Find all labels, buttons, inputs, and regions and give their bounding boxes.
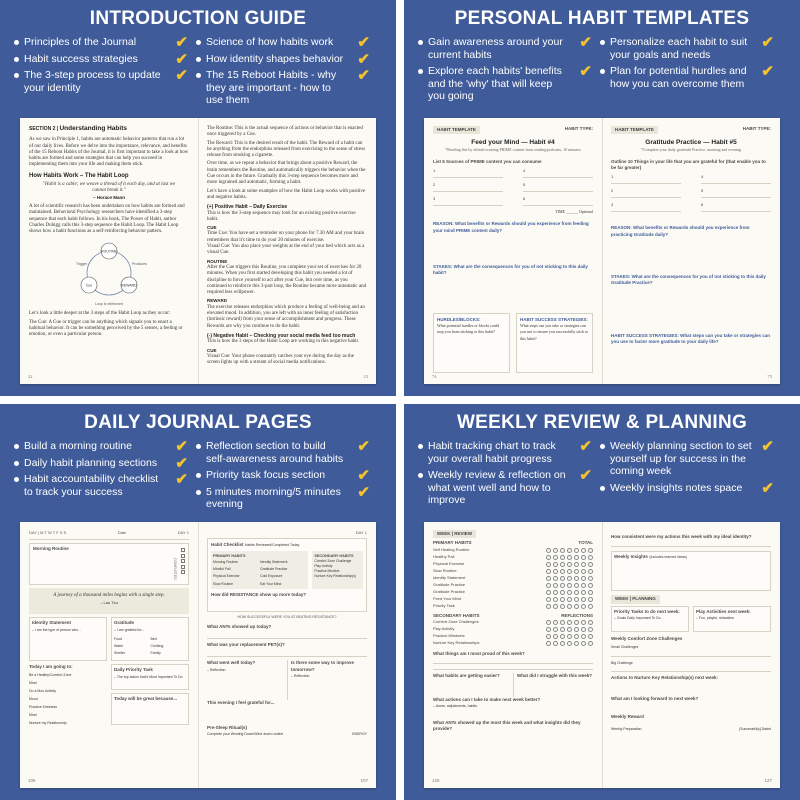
check-icon: ✔ xyxy=(357,483,370,501)
day-circles[interactable] xyxy=(546,604,593,609)
tracker-row-label: Play Activity xyxy=(433,626,455,632)
tracker-row-label: Slow Routine xyxy=(433,567,457,573)
habit-tracker xyxy=(433,547,593,610)
bullet-item: The 3-step process to update your identity ✔ xyxy=(14,69,190,94)
tracker-row-label: Self Healing Routine xyxy=(433,546,470,552)
tracker-row-label: Physical Exercise xyxy=(433,560,465,566)
left-page: DAY | M T W T F S S Date DAY 1 Morning Routine COMPLETED A journey of a thousand miles begins with a single step. – Lao Tzu Identity Statement – I am the type of person who... Gratitude – I am grateful for... Food Bed Water Clothing Shelter Family Today I am going to: Be a Healthy/Comfort Zone Mind Do a Moo Activity Mood Practice Kindness Mind Nurture my Relationship Daily Priority Task – The top action that's Most Important To Do Today will be great because... 106 xyxy=(28,530,189,783)
feature-bullets xyxy=(418,440,786,510)
habit-tracker xyxy=(433,619,593,647)
bullet-item: Principles of the Journal ✔ xyxy=(14,36,190,49)
feature-bullets xyxy=(14,36,382,106)
check-icon: ✔ xyxy=(761,34,774,51)
svg-text:Cue: Cue xyxy=(85,283,93,288)
check-icon: ✔ xyxy=(357,67,370,84)
check-icon: ✔ xyxy=(175,454,188,472)
journal-spread xyxy=(424,118,780,384)
tracker-row xyxy=(433,603,593,610)
tracker-row xyxy=(433,640,593,647)
tracker-row-label: Feed Your Mind xyxy=(433,595,462,601)
habit-loop-diagram xyxy=(34,237,184,309)
check-icon: ✔ xyxy=(357,438,370,455)
check-icon: ✔ xyxy=(579,438,592,455)
check-icon: ✔ xyxy=(579,63,592,80)
tracker-row-label: Nurture Key Relationships xyxy=(433,640,480,646)
tracker-row-label: Priority Task xyxy=(433,602,455,608)
tracker-row xyxy=(433,596,593,603)
bullet-item: Weekly insights notes space ✔ xyxy=(600,482,776,495)
check-icon: ✔ xyxy=(761,63,774,80)
tracker-row xyxy=(433,582,593,589)
right-page: The Routine: This is the actual sequence of actions or behavior that is enacted once triggered by a Cue. The Reward: This is the desired result of the habit. The Reward of a habit can be anything from the endorphins released from exercising to the sense of stress release from smoking a cigarette. Over time, as we repeat a behavior that brings about a positive Reward, the brain remembers the Routine, and automatically triggers the behavior when the Cue occurs in the future. Gradually this 3-step sequence becomes more and more ingrained and automatic, forming a habit. Let's have a look at some examples of how the Habit Loop works with positive and negative habits. (+) Positive Habit – Daily Exercise This is how the 3-step sequence may look for an existing positive exercise habit. CUE Time Cue: You have set a reminder on your phone for 7.30 AM and your brain remembers that it's time to do your 20 minutes of exercise. Visual Cue: You also place your weights at the end of your bed which acts as a visual Cue. ROUTINE After the Cue triggers this Routine, you complete your set of exercises for 20 minutes. When you first started developing this habit you needed a lot of discipline to force yourself to act after your Cue, but over time, as you continued to reinforce this 3-part loop, the Routine became more automatic and required less willpower. REWARD The exercise releases endorphins which produce a feeling of well-being and an elevated mood. In addition, you are left with an inner feeling of satisfaction (intrinsic reward) from your sense of accomplishment and progress. These Rewards are why you continue to do the habit. (-) Negative Habit – Checking your social media feed too much This is how the 3 steps of the Habit Loop are working in this negative habit. CUE Visual Cue: Your phone constantly catches your eye during the day as the screen lights up with a stream of social media notifications. 23 xyxy=(207,126,368,379)
journal-spread xyxy=(20,118,376,384)
check-icon: ✔ xyxy=(579,34,592,51)
day-circles[interactable] xyxy=(546,590,593,595)
check-icon: ✔ xyxy=(175,67,188,84)
bullet-item: Weekly planning section to set yourself up for success in the coming week ✔ xyxy=(600,440,776,478)
day-circles[interactable] xyxy=(546,641,593,646)
day-circles[interactable] xyxy=(546,548,593,553)
panel-title: DAILY JOURNAL PAGES xyxy=(84,412,312,433)
tracker-row xyxy=(433,561,593,568)
check-icon: ✔ xyxy=(175,471,188,488)
bullet-item: Explore each habits' benefits and the 'why' that will keep you going ✔ xyxy=(418,65,594,103)
right-page: HABIT TEMPLATE HABIT TYPE: Gratitude Practice — Habit #5 *Complete your daily gratitude Practice, morning and evening Outline 10 Things in your life that you are grateful for (that enable you to be far greater) 1 2 3 4 5 6 REASON: What benefits or Rewards should you experience from practicing Gratitude daily? STAKES: What are the consequences for you of not sticking to this daily Gratitude Practice? HABIT SUCCESS STRATEGIES: What steps can you take or strategies can you use to factor more gratitude to your daily life? 75 xyxy=(611,126,772,379)
bullet-item: Plan for potential hurdles and how you can overcome them ✔ xyxy=(600,65,776,90)
tracker-row-label: Identity Statement xyxy=(433,574,466,580)
tracker-row xyxy=(433,575,593,582)
bullet-item: Habit accountability checklist to track your success ✔ xyxy=(14,473,190,498)
weekly-review-planning-panel xyxy=(404,404,800,800)
tracker-row xyxy=(433,626,593,633)
svg-text:ROUTINE: ROUTINE xyxy=(101,249,117,254)
check-icon: ✔ xyxy=(761,438,774,455)
left-page: HABIT TEMPLATE HABIT TYPE: Feed your Mind — Habit #4 *Reading this by default/creating PRIME content from reading/podcasts, 10 minutes List 6 Sources of PRIME content you can consume 1 2 3 4 5 6 TIME ______ Optional REASON: What benefits or Rewards should you experience from feeding your mind PRIME content daily? STAKES: What are the consequences for you of not sticking to this daily habit? HURDLES/BLOCKS: What potential hurdles or blocks could stop you from sticking to this habit? HABIT SUCCESS STRATEGIES: What steps can you take or strategies can you use to ensure you successfully stick to this habit? 74 xyxy=(432,126,593,379)
tracker-row xyxy=(433,547,593,554)
svg-text:Loop is reinforced: Loop is reinforced xyxy=(95,302,123,307)
day-circles[interactable] xyxy=(546,627,593,632)
bullet-item: 5 minutes morning/5 minutes evening ✔ xyxy=(196,486,372,511)
svg-text:Produces: Produces xyxy=(132,262,147,267)
tracker-row-label: Gratitude Practice xyxy=(433,581,466,587)
bullet-item: Build a morning routine ✔ xyxy=(14,440,190,453)
introduction-guide-panel xyxy=(0,0,396,396)
check-icon: ✔ xyxy=(175,438,188,455)
tracker-row xyxy=(433,619,593,626)
tracker-row xyxy=(433,633,593,640)
journal-spread xyxy=(20,522,376,788)
bullet-item: Gain awareness around your current habits ✔ xyxy=(418,36,594,61)
journal-spread xyxy=(424,522,780,788)
bullet-item: The 15 Reboot Habits - why they are important - how to use them ✔ xyxy=(196,69,372,107)
daily-journal-pages-panel xyxy=(0,404,396,800)
bullet-item: Priority task focus section ✔ xyxy=(196,469,372,482)
check-icon: ✔ xyxy=(175,34,188,51)
bullet-item: Personalize each habit to suit your goals and needs ✔ xyxy=(600,36,776,61)
check-icon: ✔ xyxy=(579,467,592,484)
left-page: SECTION 2 | Understanding Habits As we saw in Principle 1, habits are automatic behavior patterns that run a lot of our daily lives. Before we delve into the importance, relevance, and benefits of the 15 Reboot Habits of the Journal, it is first important to take a look at how habits are formed and some strategies that can help you succeed in implementing them into your life and making them stick. How Habits Work – The Habit Loop "Habit is a cable; we weave a thread of it each day, and at last we cannot break it." – Horace Mann A lot of scientific research has been undertaken on how habits are formed and maintained. Behavioral Psychology researchers have identified a 3-step sequence that each habit follows. In his book, The Power of Habit, author Charles Duhigg calls this 3-step sequence the Habit Loop. The Habit Loop shows how a habit functions as a self-reinforcing behavior pattern. ROUTINE Cue REWARD Trigger Produces Loop is reinforced Let's look a little deeper at the 3 steps of the Habit Loop as they occur: The Cue: A Cue or trigger can be anything which signals you to enact a habitual behavior. It can be something perceived by the 5 senses, a feeling or emotion, or even a particular person. 22 xyxy=(28,125,189,379)
tracker-row-label: Comfort Zone Challenges xyxy=(433,619,479,625)
bullet-item: Weekly review & reflection on what went well and how to improve ✔ xyxy=(418,469,594,507)
day-circles[interactable] xyxy=(546,597,593,602)
bullet-item: How identity shapes behavior ✔ xyxy=(196,53,372,66)
check-icon: ✔ xyxy=(761,479,774,497)
panel-title: INTRODUCTION GUIDE xyxy=(89,8,307,29)
tracker-row xyxy=(433,589,593,596)
svg-text:Trigger: Trigger xyxy=(76,262,87,267)
feature-bullets xyxy=(14,440,382,510)
bullet-item: Science of how habits work ✔ xyxy=(196,36,372,49)
right-page: DAY 1 Habit Checklist Habits Reviewed/Completed Today PRIMARY HABITS Morning Routine Identity Statement Mindful Pall Gratitude Practice Physical Exercise Cold Exposure Slow Routine Eat Your Mind SECONDARY HABITS Comfort Zone Challenge Play Activity Practice Mindset Nurture Key Relationship(s) How did RESISTANCE show up more today? HOW SUCCESSFUL WERE YOU AT BEATING RESISTANCE? What ANTs showed up today? What was your replacement PET(s)? What went well today? – Reflection Is there some way to improve tomorrow? – Reflection This evening I feel grateful for... Pre-Sleep Ritual(s) Complete your Winding Down/Wind down routine ENERGY 107 xyxy=(207,530,368,783)
tracker-row xyxy=(433,568,593,575)
personal-habit-templates-panel xyxy=(404,0,800,396)
check-icon: ✔ xyxy=(357,467,370,484)
feature-bullets xyxy=(418,36,786,106)
tracker-row-label: Practice Mindsets xyxy=(433,633,465,639)
bullet-item: Habit tracking chart to track your overall habit progress ✔ xyxy=(418,440,594,465)
check-icon: ✔ xyxy=(357,34,370,51)
day-circles[interactable] xyxy=(546,620,593,625)
day-circles[interactable] xyxy=(546,576,593,581)
panel-title: WEEKLY REVIEW & PLANNING xyxy=(456,412,748,433)
day-circles[interactable] xyxy=(546,555,593,560)
check-icon: ✔ xyxy=(175,50,188,68)
bullet-item: Daily habit planning sections ✔ xyxy=(14,457,190,470)
check-icon: ✔ xyxy=(357,50,370,68)
day-circles[interactable] xyxy=(546,562,593,567)
right-page: How consistent were my actions this week with my ideal identity? Weekly Insights (Includes learned Ideas) WEEK | PLANNING Priority Tasks to do next week: – Goals Daily Important To Do Play Activities next week: – Fun, playful, relaxation Weekly Comfort Zone Challenges Small Challenges Big Challenge Actions to Nurture Key Relationship(s) next week: What am I looking forward to next week? Weekly Reward Weekly Preparation [Successfully] Dated 127 xyxy=(611,534,772,783)
day-circles[interactable] xyxy=(546,569,593,574)
panel-title: PERSONAL HABIT TEMPLATES xyxy=(454,8,750,29)
tracker-row-label: Healthy Pall xyxy=(433,553,455,559)
tracker-row-label: Gratitude Practice xyxy=(433,588,466,594)
day-circles[interactable] xyxy=(546,634,593,639)
bullet-item: Habit success strategies ✔ xyxy=(14,53,190,66)
left-page: WEEK | REVIEW PRIMARY HABITS TOTAL Self Healing Routine Healthy Pall Physical Exercise Slow Routine Identity Statement Gratitude Practice Gratitude Practice Feed Your Mind Priority Task SECONDARY HABITS REFLECTIONS Comfort Zone Challenges Play Activity Practice Mindsets Nurture Key Relationships What things am I most proud of this week? What habits are getting easier? What did I struggle with this week? What actions can I take to make next week better? – Areas, adjustments, habits What ANTs showed up the most this week and what insights did they provide? 126 xyxy=(432,531,593,783)
svg-text:REWARD: REWARD xyxy=(121,283,137,288)
tracker-row xyxy=(433,554,593,561)
day-circles[interactable] xyxy=(546,583,593,588)
bullet-item: Reflection section to build self-awareness around habits ✔ xyxy=(196,440,372,465)
